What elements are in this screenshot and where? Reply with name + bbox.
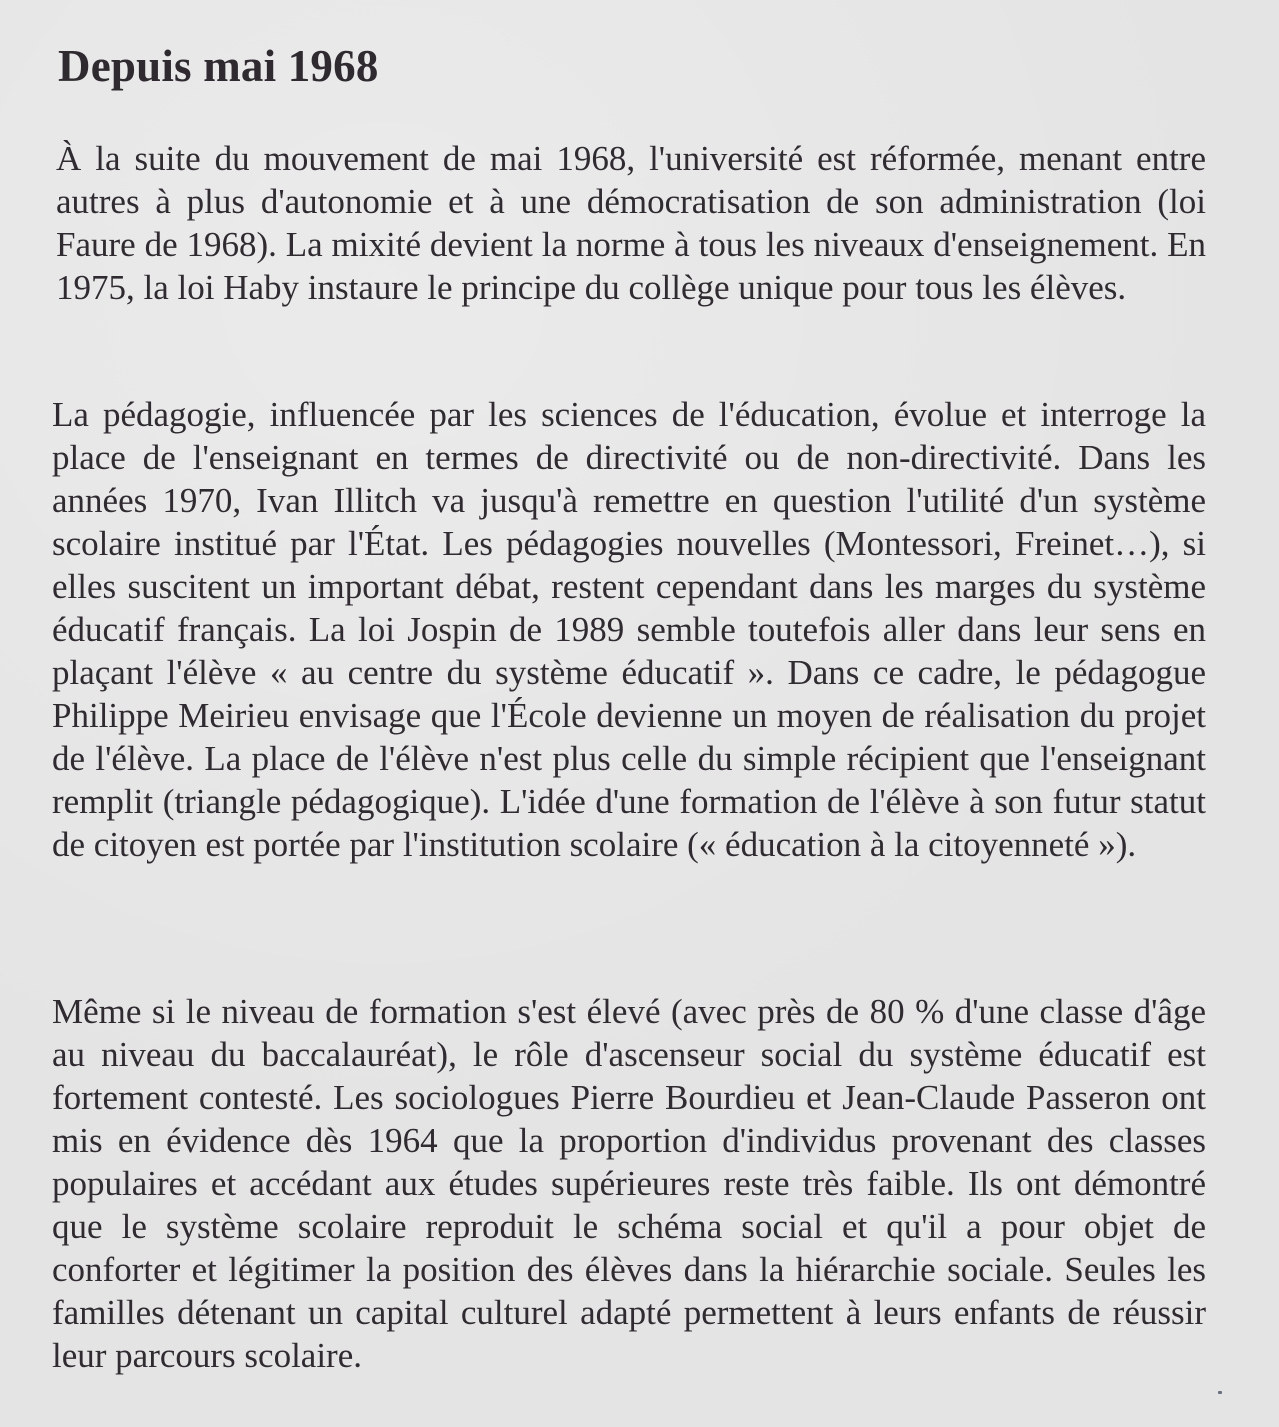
paragraph-3: Même si le niveau de formation s'est élevé (avec près de 80 % d'une classe d'âge au niveau du baccalauréat), le rôle d'ascenseur social du système éducatif est fortement contesté. Les sociologues Pierre Bourdieu et Jean-Claude Passeron ont mis en évidence dès 1964 que la proportion d'individus provenant des classes populaires et accédant aux études supérieures reste très faible. Ils ont démontré que le système scolaire reproduit le schéma social et qu'il a pour objet de conforter et légitimer la position des élèves dans la hiérarchie sociale. Seules les familles détenant un capital culturel adapté permettent à leurs enfants de réussir leur parcours scolaire. xyxy=(52,992,1206,1375)
page-title: Depuis mai 1968 xyxy=(58,41,379,91)
paragraph-2: La pédagogie, influencée par les sciences de l'éducation, évolue et interroge la place de l'enseignant en termes de directivité ou de non-directivité. Dans les années 1970, Ivan Illitch va jusqu'à remettre en question l'utilité d'un système scolaire institué par l'État. Les pédagogies nouvelles (Montessori, Freinet…), si elles suscitent un important débat, restent cependant dans les marges du système éducatif français. La loi Jospin de 1989 semble toutefois aller dans leur sens en plaçant l'élève « au centre du système éducatif ». Dans ce cadre, le pédagogue Philippe Meirieu envisage que l'École devienne un moyen de réalisation du projet de l'élève. La place de l'élève n'est plus celle du simple récipient que l'enseignant remplit (triangle pédagogique). L'idée d'une formation de l'élève à son futur statut de citoyen est portée par l'institution scolaire (« éducation à la citoyenneté »). xyxy=(52,395,1206,864)
scan-speck xyxy=(1218,1391,1222,1394)
paragraph-1: À la suite du mouvement de mai 1968, l'université est réformée, menant entre autres à plus d'autonomie et à une démocratisation de son administration (loi Faure de 1968). La mixité devient la norme à tous les niveaux d'enseignement. En 1975, la loi Haby instaure le principe du collège unique pour tous les élèves. xyxy=(56,139,1206,307)
